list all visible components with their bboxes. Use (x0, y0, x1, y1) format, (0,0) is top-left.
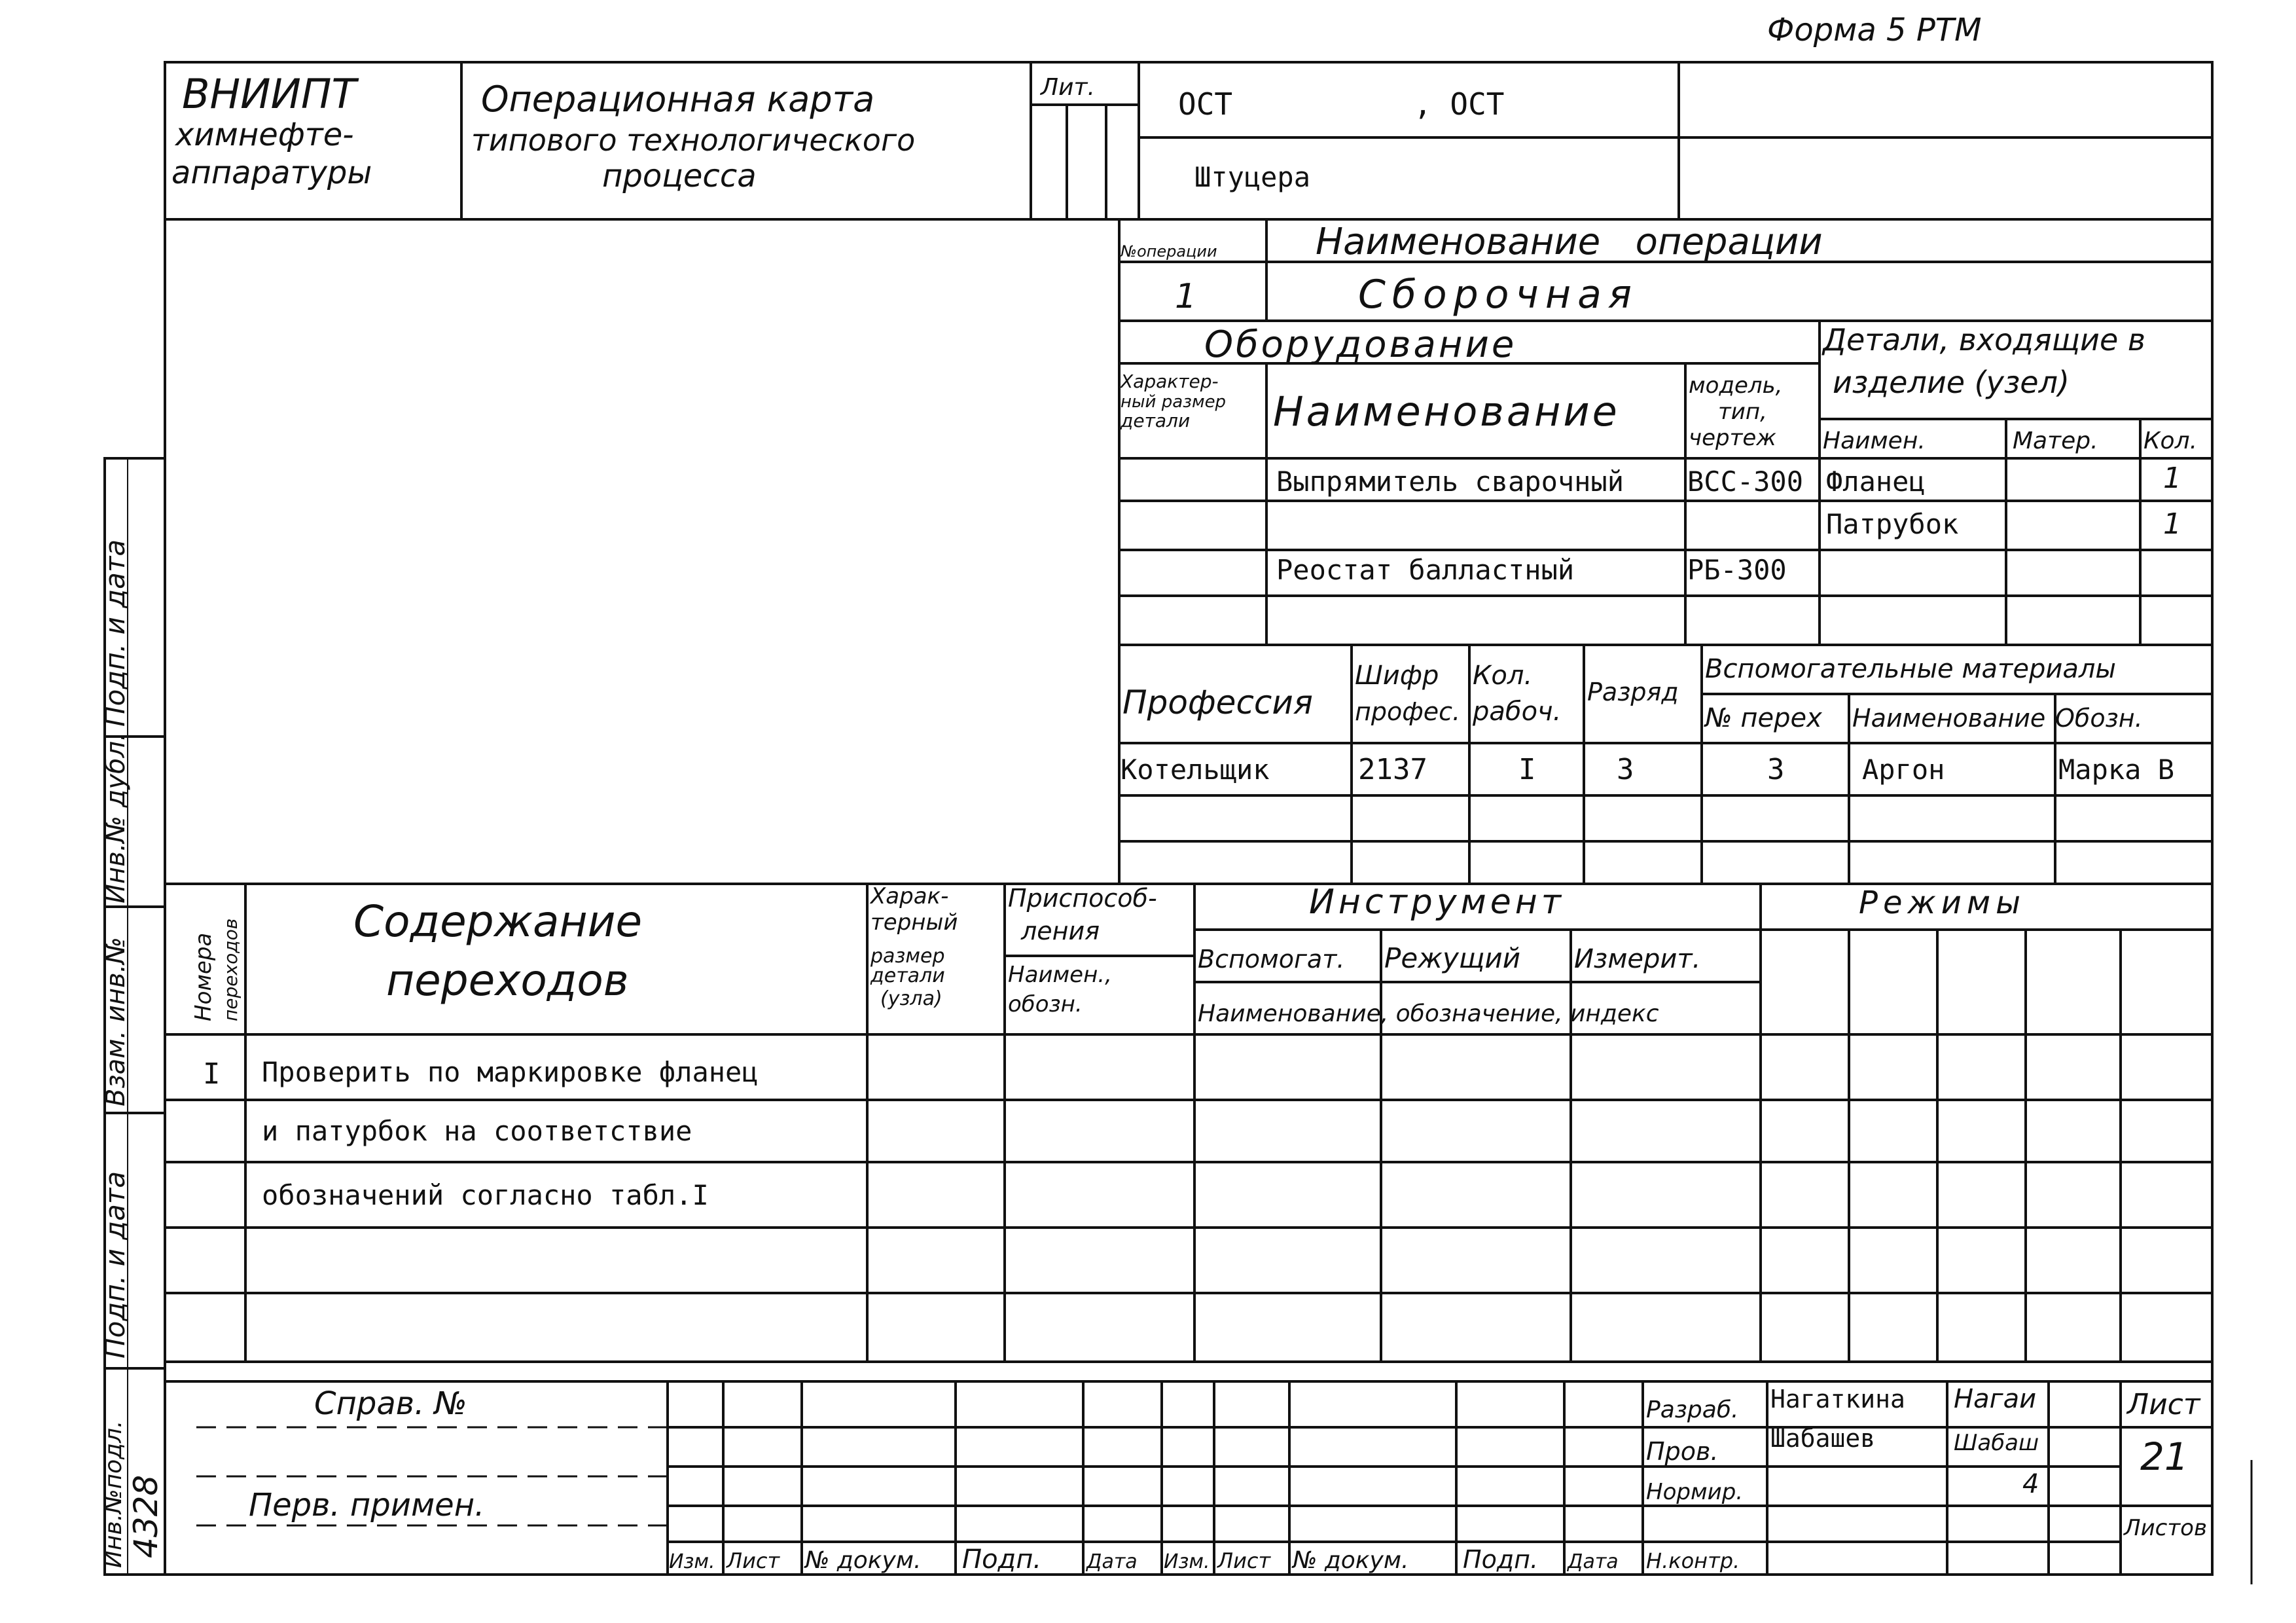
footer-col-1: Изм. (669, 1550, 715, 1573)
razrab-name: Нагаткина (1770, 1385, 1905, 1413)
org-name-line2: химнефте- (175, 117, 354, 153)
prov-signature: Шабаш (1954, 1430, 2039, 1456)
footer-col-5: Дата (1086, 1550, 1138, 1573)
footer-col-10: Дата (1568, 1550, 1619, 1573)
fixture-l3: Наимен., (1008, 962, 1112, 988)
aux-designation: Марка В (2058, 754, 2175, 786)
aux-name-col: Наименование (1852, 704, 2046, 733)
eq-char-size-l1: Характер- (1121, 371, 1219, 392)
fixture-l2: ления (1021, 917, 1100, 945)
footer-col-9: Подп. (1463, 1545, 1539, 1574)
sprav-label: Справ. № (314, 1385, 467, 1422)
step-line3: обозначений согласно табл.I (262, 1179, 709, 1211)
content-label-l1: Содержание (353, 896, 643, 947)
footer-col-8: № докум. (1293, 1547, 1409, 1574)
char-size-l2: терный (870, 909, 958, 936)
step-line1: Проверить по маркировке фланец (262, 1056, 759, 1088)
step-number: I (203, 1057, 221, 1091)
eq-name-header: Наименование (1273, 388, 1620, 435)
tool-cutting: Режущий (1384, 942, 1521, 974)
eq-model-l2: тип, (1718, 399, 1767, 425)
footer-col-3: № докум. (805, 1547, 922, 1574)
parts-col-name: Наимен. (1823, 428, 1926, 454)
worker-grade: 3 (1617, 753, 1634, 786)
footer-col-4: Подп. (962, 1544, 1042, 1575)
op-number: 1 (1175, 277, 1197, 316)
parts-col-mat: Матер. (2013, 428, 2098, 454)
sidebar-sign-date-2: Подп. и дата (99, 1171, 131, 1359)
tool-measuring: Измерит. (1574, 944, 1701, 974)
footer-col-7: Лист (1217, 1548, 1271, 1573)
trans-num-label-l1: Номера (190, 932, 217, 1021)
part-row2-name: Патрубок (1826, 508, 1959, 540)
worker-profession: Котельщик (1121, 754, 1270, 786)
parts-title-l1: Детали, входящие в (1823, 322, 2145, 357)
aux-materials-title: Вспомогательные материалы (1705, 654, 2116, 684)
extra-number: 4 (2022, 1469, 2039, 1499)
eq-char-size-l2: ный размер (1121, 392, 1227, 412)
footer-col-6: Изм. (1164, 1550, 1210, 1573)
eq-row1-model: ВСС-300 (1687, 465, 1804, 498)
doc-title-line3: процесса (602, 158, 757, 194)
workers-count-l1: Кол. (1473, 661, 1533, 691)
parts-title-l2: изделие (узел) (1833, 365, 2070, 400)
workers-count-l2: рабоч. (1473, 697, 1562, 727)
tool-subheader: Наименование, обозначение, индекс (1198, 1000, 1659, 1027)
part-row1-name: Фланец (1826, 465, 1926, 498)
prov-name: Шабашев (1770, 1424, 1876, 1453)
eq-model-l3: чертеж (1689, 425, 1776, 451)
part-row2-qty: 1 (2163, 507, 2181, 541)
prof-code-l2: профес. (1355, 697, 1461, 726)
sidebar-sign-date-1: Подп. и дата (99, 539, 131, 727)
perv-label: Перв. примен. (249, 1487, 485, 1523)
eq-char-size-l3: детали (1121, 410, 1191, 431)
step-line2: и патурбок на соответствие (262, 1115, 692, 1147)
fixture-l4: обозн. (1008, 991, 1083, 1017)
eq-row3-model: РБ-300 (1687, 554, 1787, 586)
fixture-l1: Приспособ- (1008, 884, 1157, 913)
prof-code-l1: Шифр (1355, 661, 1439, 691)
razrab-label: Разраб. (1646, 1396, 1739, 1423)
op-name: Сборочная (1358, 272, 1638, 318)
content-label-l2: переходов (386, 955, 629, 1006)
list-number: 21 (2140, 1434, 2189, 1479)
tool-aux: Вспомогат. (1198, 945, 1345, 974)
lit-label: Лит. (1041, 74, 1095, 101)
char-size-l5: (узла) (880, 987, 942, 1010)
form-label: Форма 5 РТМ (1767, 12, 1982, 48)
aux-code-col: Обозн. (2055, 704, 2143, 733)
nkontr-label: Н.контр. (1646, 1548, 1740, 1573)
trans-num-label-l2: переходов (220, 918, 242, 1021)
org-name-line3: аппаратуры (171, 155, 372, 191)
footer-col-2: Лист (726, 1548, 780, 1573)
listov-label: Листов (2124, 1515, 2208, 1541)
org-name-line1: ВНИИПТ (182, 70, 357, 118)
char-size-l4: детали (870, 964, 945, 987)
profession-label: Профессия (1122, 684, 1313, 721)
eq-row3-name: Реостат балластный (1276, 554, 1575, 586)
aux-step-col: № перех (1705, 703, 1822, 733)
op-num-label: №операции (1121, 242, 1217, 261)
aux-step: 3 (1767, 753, 1785, 786)
prov-label: Пров. (1646, 1437, 1719, 1466)
ost-text: ОСТ , ОСТ (1178, 86, 1505, 122)
sidebar-inv-dupl: Инв.№ дубл. (101, 733, 131, 903)
char-size-l3: размер (870, 945, 945, 968)
grade-label: Разряд (1587, 678, 1679, 706)
list-label: Лист (2127, 1388, 2200, 1421)
sidebar-replace-inv: Взам. инв.№ (101, 937, 131, 1106)
worker-count: I (1518, 753, 1536, 786)
sidebar-inv-orig: Инв.№подл. (100, 1420, 127, 1568)
char-size-l1: Харак- (870, 883, 949, 909)
razrab-signature: Нагаи (1954, 1384, 2037, 1414)
part-row1-qty: 1 (2163, 462, 2181, 495)
equipment-title: Оборудование (1204, 323, 1517, 366)
eq-model-l1: модель, (1689, 373, 1783, 399)
doc-title-line1: Операционная карта (481, 79, 875, 120)
doc-title-line2: типового технологического (471, 122, 916, 158)
worker-code: 2137 (1358, 753, 1427, 786)
normir-label: Нормир. (1646, 1479, 1744, 1505)
modes-title: Режимы (1859, 884, 2026, 921)
aux-material: Аргон (1862, 754, 1945, 786)
op-name-label: Наименование операции (1316, 221, 1823, 263)
product-name: Штуцера (1194, 161, 1311, 193)
eq-row1-name: Выпрямитель сварочный (1276, 465, 1624, 498)
parts-col-qty: Кол. (2144, 428, 2198, 454)
tools-title: Инструмент (1309, 883, 1566, 922)
sidebar-inv-number: 4328 (127, 1474, 165, 1558)
